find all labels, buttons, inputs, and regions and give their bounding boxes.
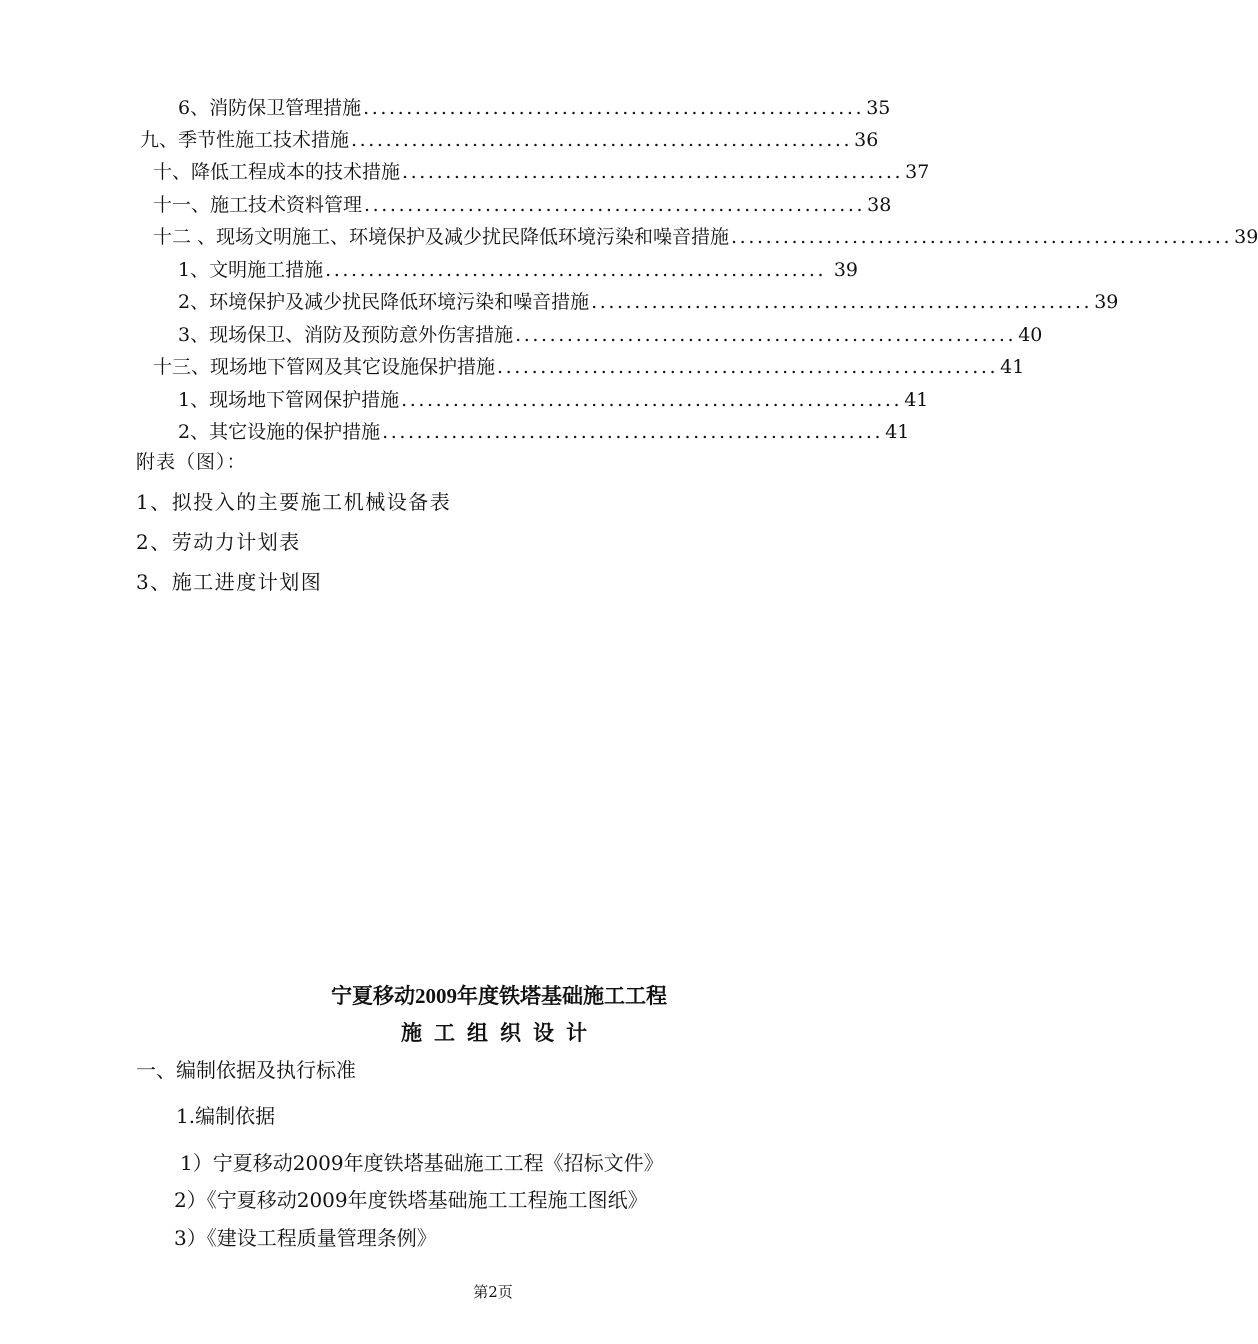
toc-entry-leader: .......................................................... <box>515 324 1017 346</box>
toc-entry-page: 38 <box>867 194 892 216</box>
appendix-item: 3、施工进度计划图 <box>136 570 323 594</box>
toc-entry-page: 40 <box>1018 324 1043 346</box>
toc-entry-leader: .......................................................... <box>591 291 1093 313</box>
toc-entry-title: 十二 、现场文明施工、环境保护及减少扰民降低环境污染和噪音措施 <box>153 226 730 248</box>
toc-entry-leader: .......................................................... <box>382 421 884 443</box>
toc-entry-page: 36 <box>854 129 879 151</box>
toc-entry-title: 十一、施工技术资料管理 <box>153 194 363 216</box>
reference-item: 1）宁夏移动2009年度铁塔基础施工工程《招标文件》 <box>180 1151 664 1175</box>
toc-entry-page: 35 <box>866 97 891 119</box>
appendix-item: 1、拟投入的主要施工机械设备表 <box>136 490 452 514</box>
subsection-heading: 1.编制依据 <box>176 1104 276 1128</box>
appendix-list <box>136 448 451 596</box>
toc-entry-page: 41 <box>1000 356 1025 378</box>
toc-entry-title: 九、季节性施工技术措施 <box>140 129 350 151</box>
appendix-title: 附表（图）： <box>136 451 247 473</box>
toc-entry[interactable] <box>140 120 879 152</box>
toc-entry[interactable] <box>153 347 1025 379</box>
toc-entry[interactable] <box>178 282 1119 314</box>
toc-entry-leader: .......................................................... <box>497 356 999 378</box>
toc-entry-title: 2、其它设施的保护措施 <box>178 421 381 443</box>
toc-entry-title: 十、降低工程成本的技术措施 <box>153 161 401 183</box>
reference-item: 2）《宁夏移动2009年度铁塔基础施工工程施工图纸》 <box>174 1188 648 1212</box>
page-number: 第2页 <box>473 1283 513 1301</box>
toc-entry[interactable] <box>153 217 1258 249</box>
toc-entry-title: 3、现场保卫、消防及预防意外伤害措施 <box>178 324 514 346</box>
toc-entry-title: 6、消防保卫管理措施 <box>178 97 362 119</box>
toc-entry-leader: .......................................................... <box>402 161 904 183</box>
appendix-item: 2、劳动力计划表 <box>136 530 301 554</box>
document-title: 宁夏移动2009年度铁塔基础施工工程 <box>331 984 667 1008</box>
toc-entry-leader: .......................................................... <box>363 97 865 119</box>
toc-entry[interactable] <box>153 152 930 184</box>
toc-entry-title: 十三、现场地下管网及其它设施保护措施 <box>153 356 496 378</box>
toc-entry-page: 39 <box>1234 226 1258 248</box>
toc-entry-leader: .......................................................... <box>351 129 853 151</box>
toc-entry-leader: .......................................................... <box>325 259 827 281</box>
toc-entry[interactable] <box>153 185 892 217</box>
toc-entry-page: 39 <box>833 259 858 281</box>
toc-entry-title: 2、环境保护及减少扰民降低环境污染和噪音措施 <box>178 291 590 313</box>
toc-entry-title: 1、文明施工措施 <box>178 259 324 281</box>
toc-entry-page: 41 <box>904 389 929 411</box>
toc-entry[interactable] <box>178 412 910 444</box>
toc-entry[interactable] <box>178 315 1043 347</box>
toc-entry-leader: .......................................................... <box>364 194 866 216</box>
toc-entry-page: 39 <box>1094 291 1119 313</box>
toc-entry-page: 41 <box>885 421 910 443</box>
toc-entry[interactable] <box>178 250 858 282</box>
toc-entry-page: 37 <box>905 161 930 183</box>
toc-entry[interactable] <box>178 380 929 412</box>
toc-entry[interactable] <box>178 88 891 120</box>
document-subtitle: 施工组织设计 <box>401 1021 599 1045</box>
toc-entry-leader: .......................................................... <box>731 226 1233 248</box>
toc-entry-title: 1、现场地下管网保护措施 <box>178 389 400 411</box>
reference-item: 3）《建设工程质量管理条例》 <box>174 1226 437 1250</box>
toc-entry-leader: .......................................................... <box>401 389 903 411</box>
section-heading: 一、编制依据及执行标准 <box>136 1058 356 1082</box>
